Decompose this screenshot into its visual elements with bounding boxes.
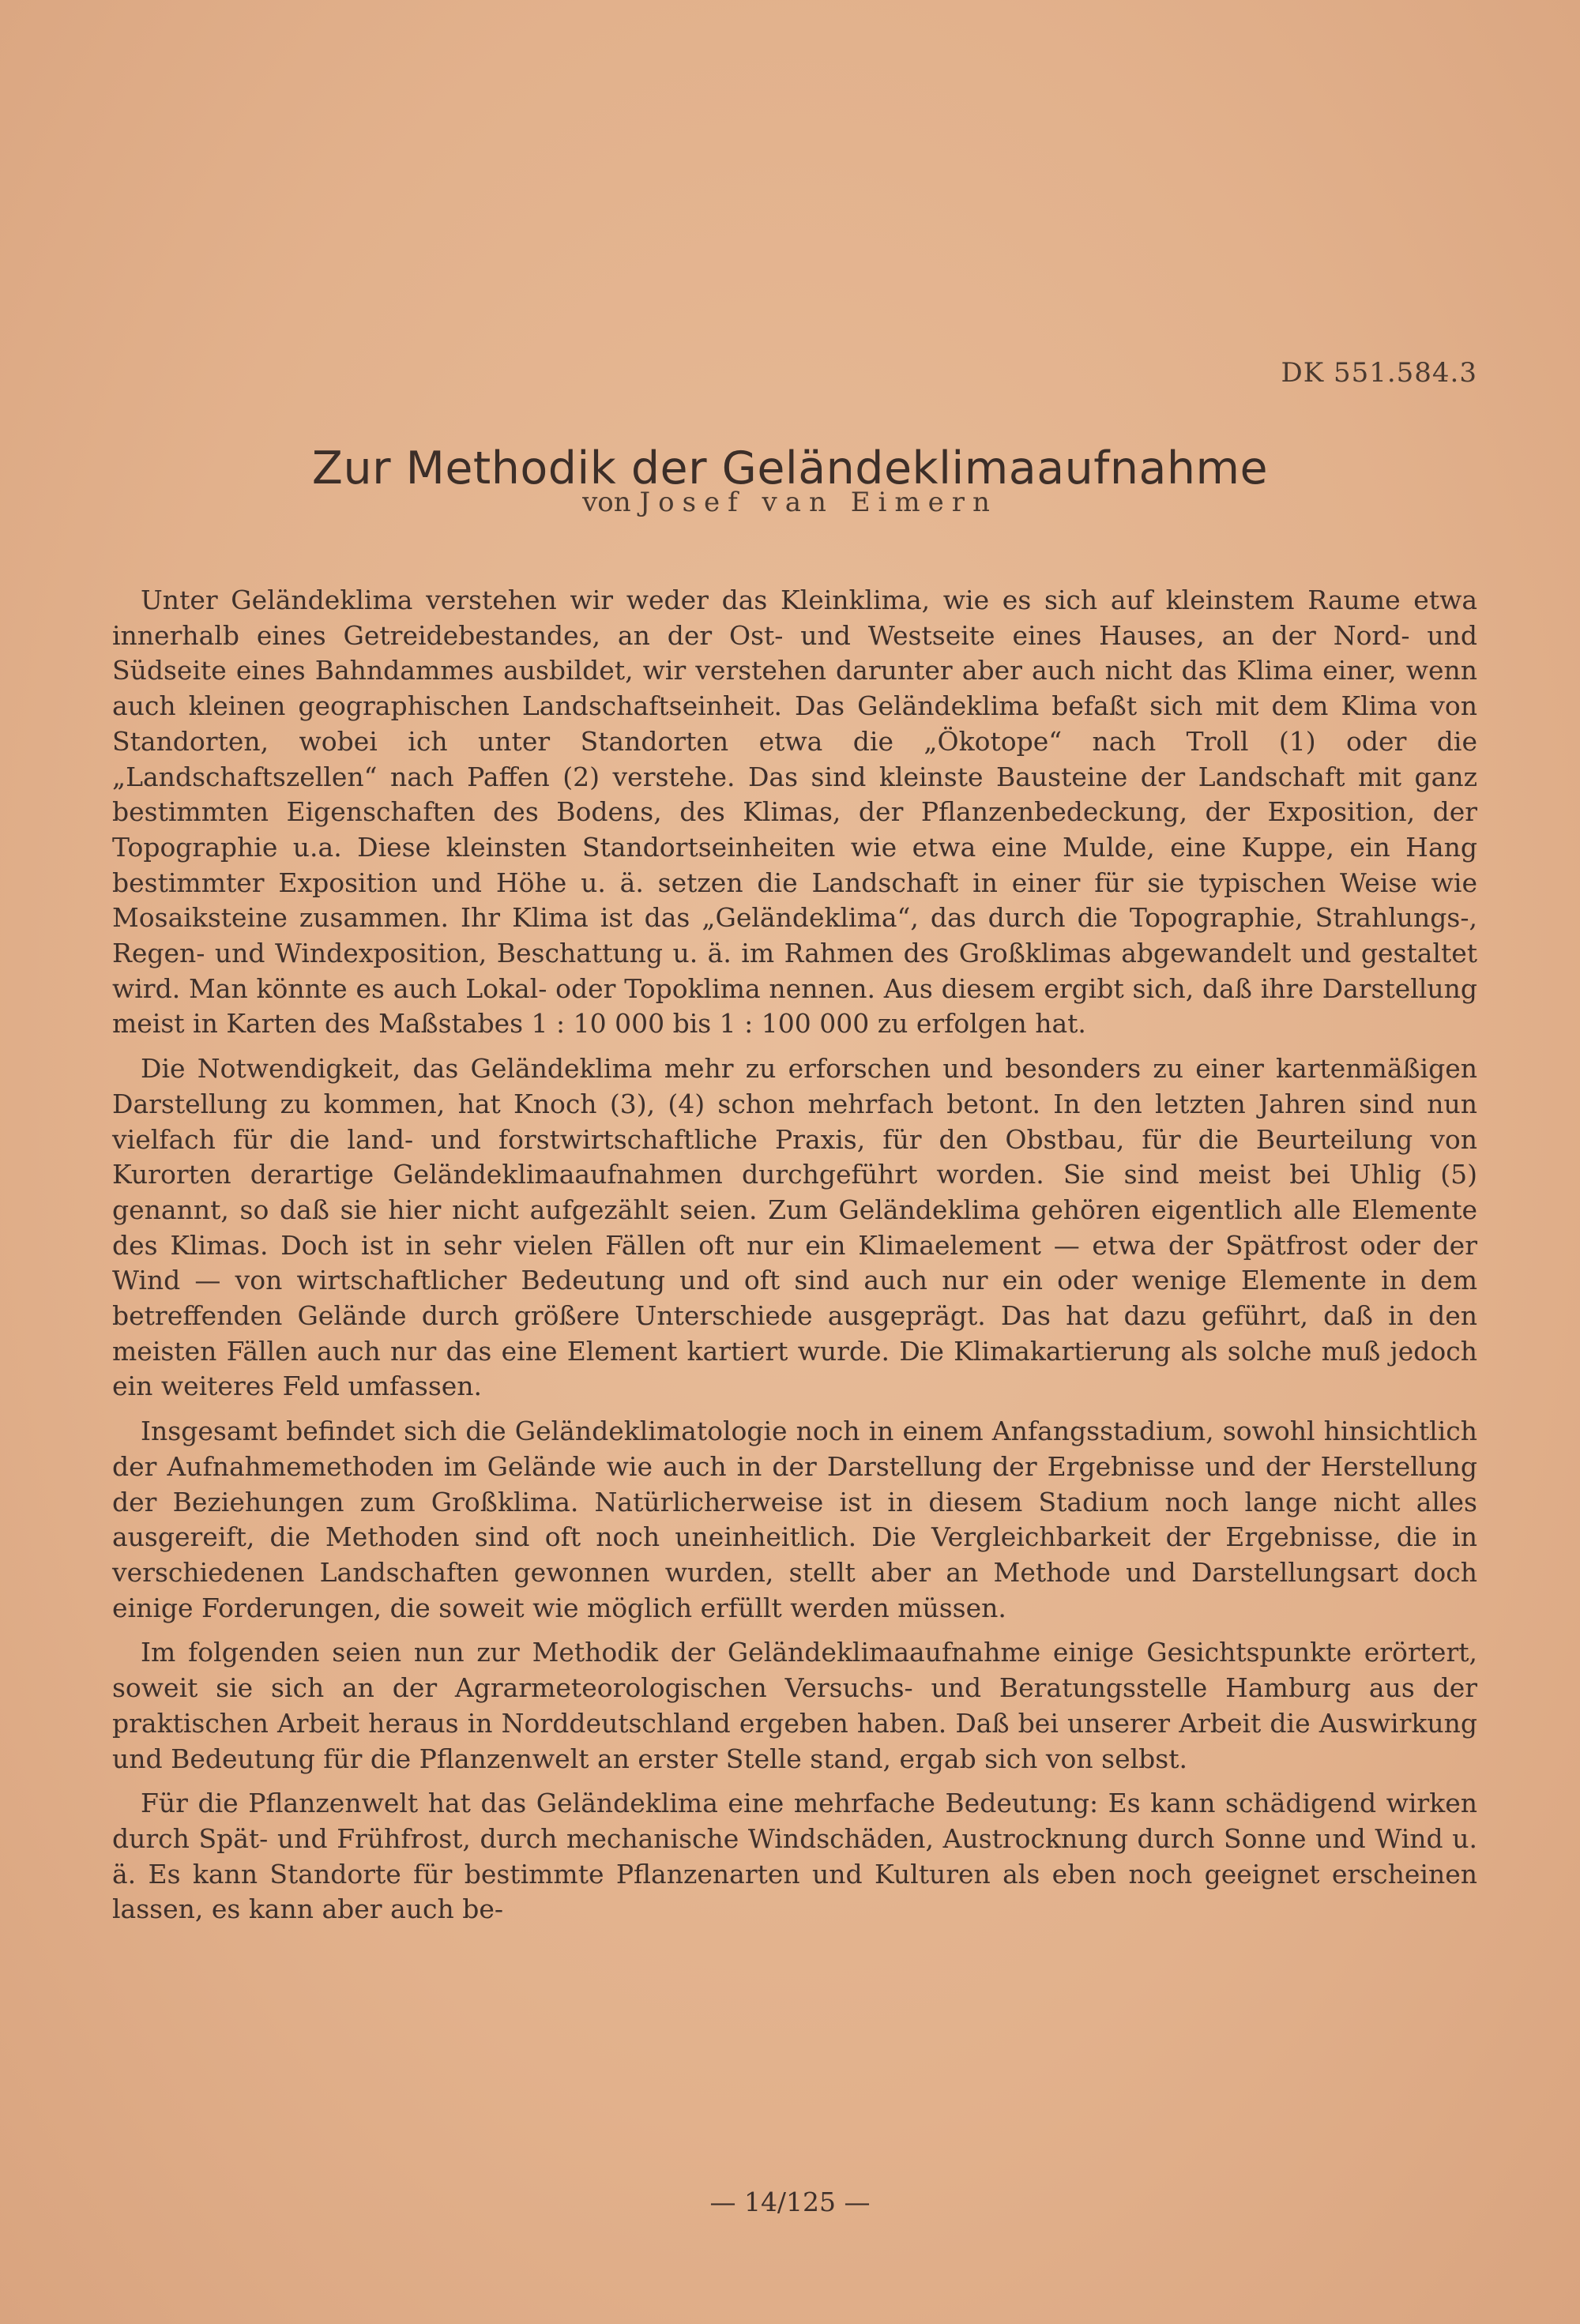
dk-classification: DK 551.584.3 <box>1281 357 1477 389</box>
article-title: Zur Methodik der Geländeklimaaufnahme <box>311 442 1269 495</box>
paragraph-2: Die Notwendigkeit, das Geländeklima mehr zu erforschen und besonders zu einer kartenmäßigen Darstellung zu kommen, hat Knoch (3), (4) schon mehrfach betont. In den letzten Jahren sind nun vielfach für die land- und forstwirtschaftliche Praxis, für den Obstbau, für die Beurteilung von Kurorten derartige Geländeklimaaufnahmen durchgeführt worden. Sie sind meist bei Uhlig (5) genannt, so daß sie hier nicht aufgezählt seien. Zum Geländeklima gehören eigentlich alle Elemente des Klimas. Doch ist in sehr vielen Fällen oft nur ein Klimaelement — etwa der Spätfrost oder der Wind — von wirtschaftlicher Bedeutung und oft sind auch nur ein oder wenige Elemente in dem betreffenden Gelände durch größere Unterschiede ausgeprägt. Das hat dazu geführt, daß in den meisten Fällen auch nur das eine Element kartiert wurde. Die Klimakartierung als solche muß jedoch ein weiteres Feld umfassen. <box>112 1053 1477 1402</box>
author-prefix: von <box>582 487 631 518</box>
article-body <box>112 583 1477 1937</box>
paragraph-3: Insgesamt befindet sich die Geländeklimatologie noch in einem Anfangsstadium, sowohl hinsichtlich der Aufnahmemethoden im Gelände wie auch in der Darstellung der Ergebnisse und der Herstellung der Beziehungen zum Großklima. Natürlicherweise ist in diesem Stadium noch lange nicht alles ausgereift, die Methoden sind oft noch uneinheitlich. Die Vergleichbarkeit der Ergebnisse, die in verschiedenen Landschaften gewonnen wurden, stellt aber an Methode und Darstellungsart doch einige Forderungen, die soweit wie möglich erfüllt werden müssen. <box>112 1416 1477 1623</box>
author-name: Josef van Eimern <box>639 487 998 518</box>
author-line <box>0 487 1580 518</box>
paragraph-4: Im folgenden seien nun zur Methodik der Geländeklimaaufnahme einige Gesichtspunkte erörtert, soweit sie sich an der Agrarmeteorologischen Versuchs- und Beratungsstelle Hamburg aus der praktischen Arbeit heraus in Norddeutschland ergeben haben. Daß bei unserer Arbeit die Auswirkung und Bedeutung für die Pflanzenwelt an erster Stelle stand, ergab sich von selbst. <box>112 1637 1477 1774</box>
page-number: — 14/125 — <box>709 2187 871 2217</box>
paragraph-1: Unter Geländeklima verstehen wir weder das Kleinklima, wie es sich auf kleinstem Raume etwa innerhalb eines Getreidebestandes, an der Ost- und Westseite eines Hauses, an der Nord- und Südseite eines Bahndammes ausbildet, wir verstehen darunter aber auch nicht das Klima einer, wenn auch kleinen geographischen Landschaftseinheit. Das Geländeklima befaßt sich mit dem Klima von Standorten, wobei ich unter Standorten etwa die „Ökotope“ nach Troll (1) oder die „Landschaftszellen“ nach Paffen (2) verstehe. Das sind kleinste Bausteine der Landschaft mit ganz bestimmten Eigenschaften des Bodens, des Klimas, der Pflanzenbedeckung, der Exposition, der Topographie u.a. Diese kleinsten Standortseinheiten wie etwa eine Mulde, eine Kuppe, ein Hang bestimmter Exposition und Höhe u. ä. setzen die Landschaft in einer für sie typischen Weise wie Mosaiksteine zusammen. Ihr Klima ist das „Geländeklima“, das durch die Topographie, Strahlungs-, Regen- und Windexposition, Beschattung u. ä. im Rahmen des Großklimas abgewandelt und gestaltet wird. Man könnte es auch Lokal- oder Topoklima nennen. Aus diesem ergibt sich, daß ihre Darstellung meist in Karten des Maßstabes 1 : 10 000 bis 1 : 100 000 zu erfolgen hat. <box>112 585 1477 1040</box>
paragraph-5: Für die Pflanzenwelt hat das Geländeklima eine mehrfache Bedeutung: Es kann schädigend wirken durch Spät- und Frühfrost, durch mechanische Windschäden, Austrocknung durch Sonne und Wind u. ä. Es kann Standorte für bestimmte Pflanzenarten und Kulturen als eben noch geeignet erscheinen lassen, es kann aber auch be- <box>112 1788 1477 1925</box>
